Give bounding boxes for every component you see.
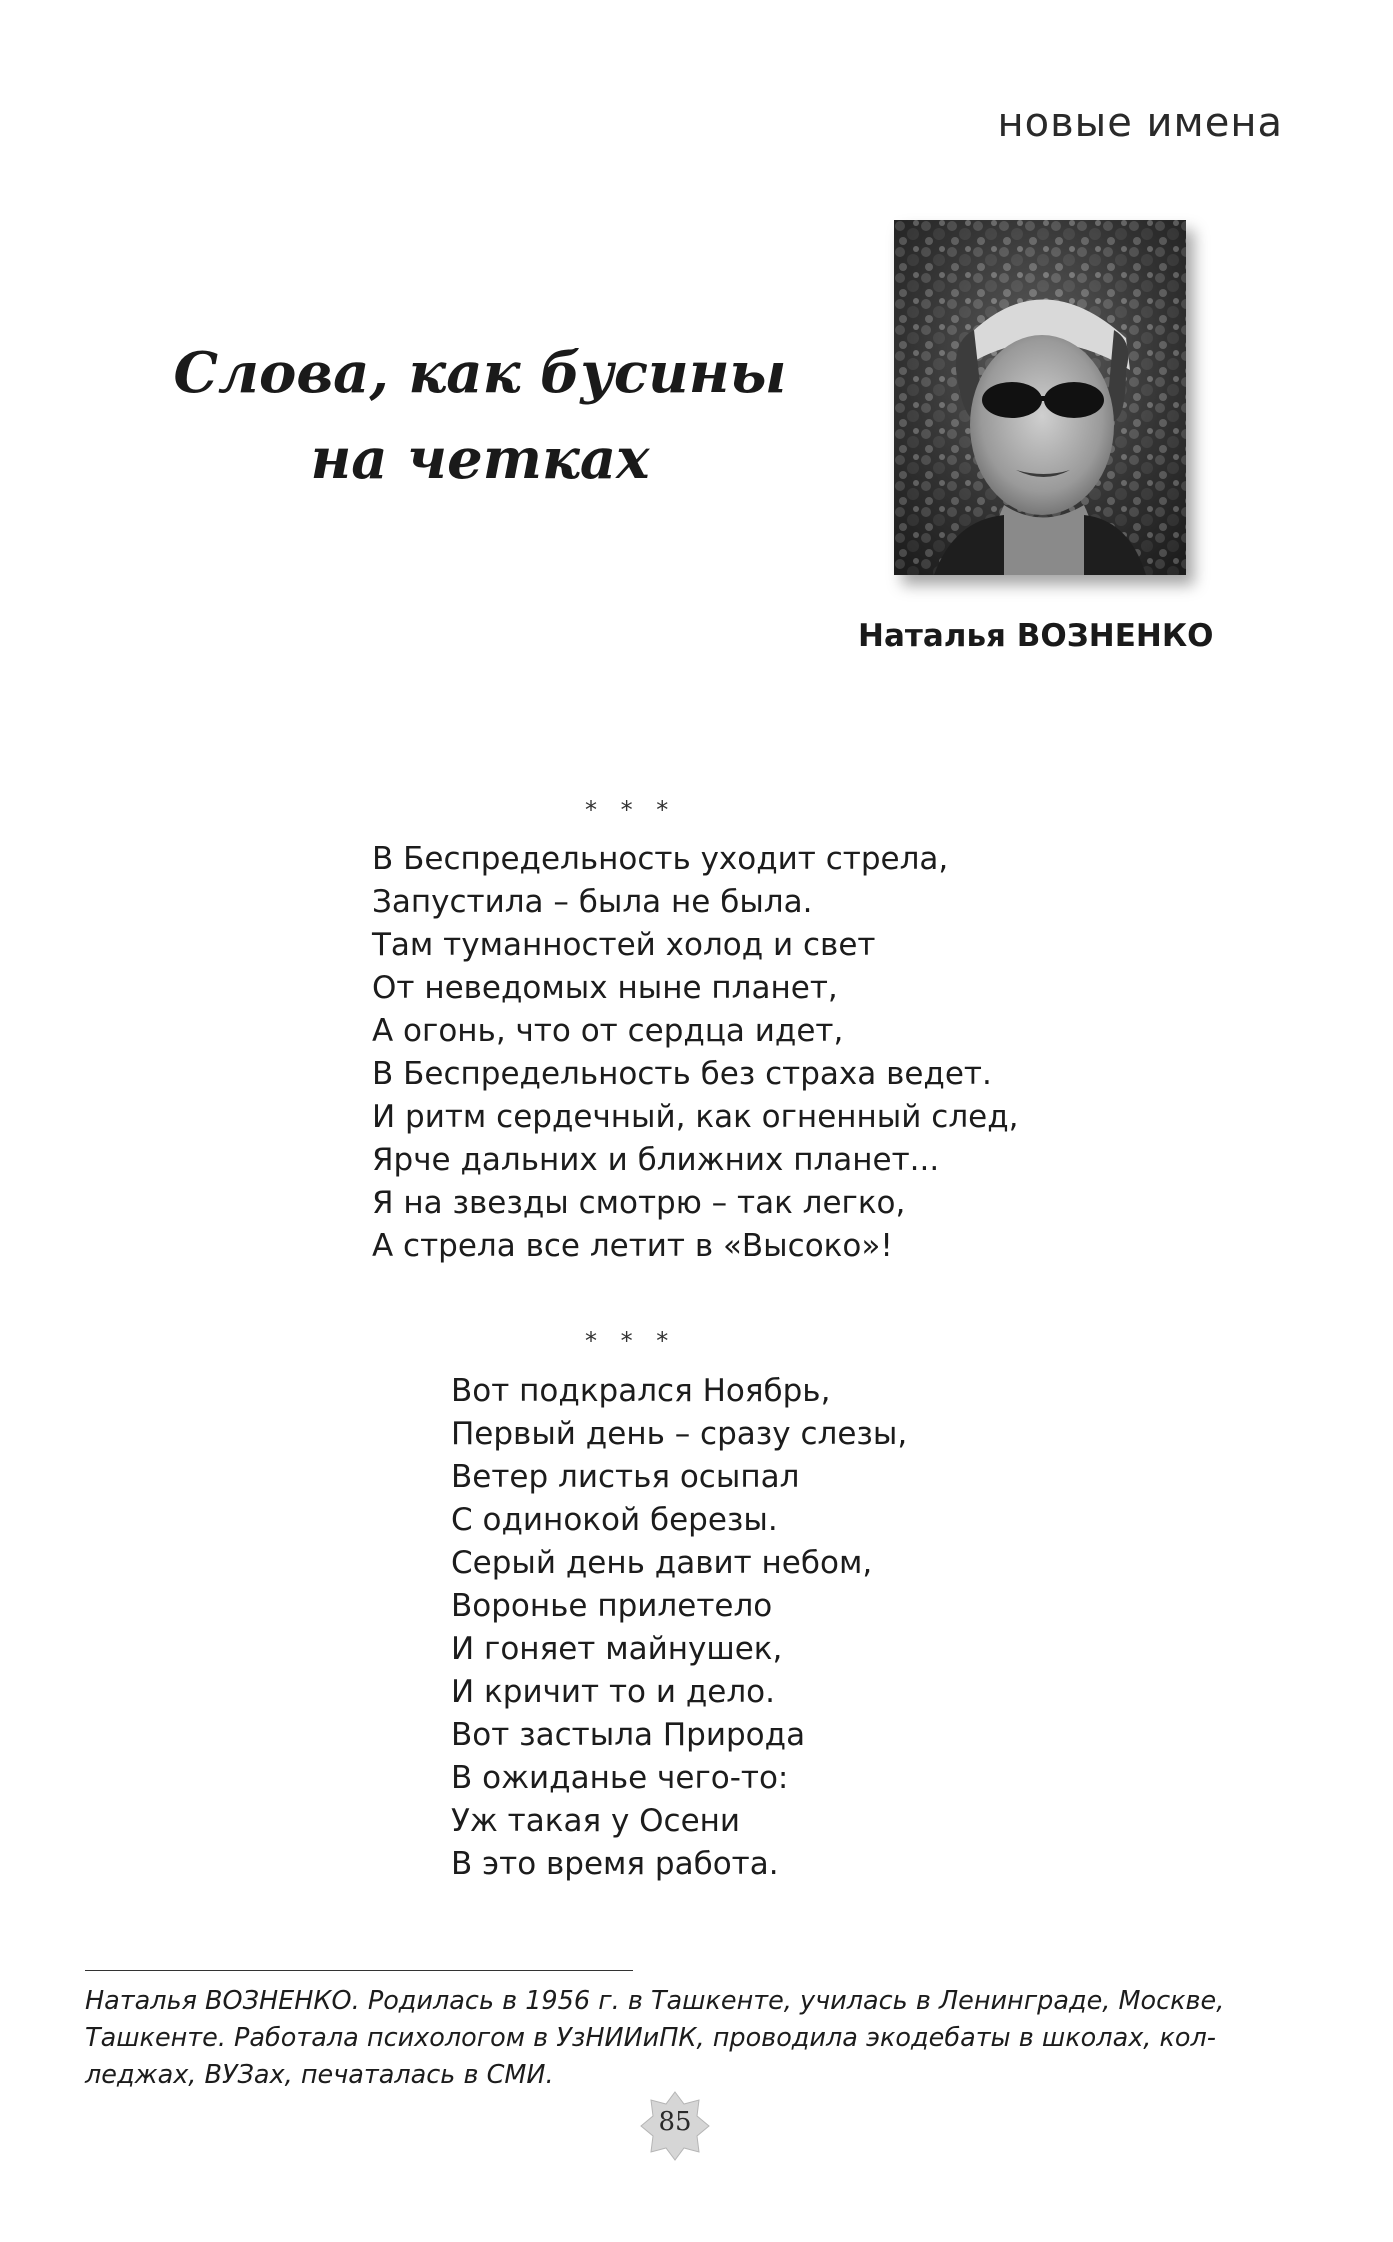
poem-line: Я на звезды смотрю – так легко, [372, 1185, 906, 1221]
poem-line: В Беспредельность уходит стрела, [372, 841, 949, 877]
poem-line: Вот застыла Природа [451, 1717, 806, 1753]
author-bio-footnote [85, 1983, 1285, 2094]
bio-line: леджах, ВУЗах, печаталась в СМИ. [85, 2060, 554, 2090]
section-header: новые имена [997, 100, 1283, 146]
poem-separator-1: * * * [585, 796, 677, 824]
poem-line: Запустила – была не была. [372, 884, 813, 920]
footnote-divider [85, 1970, 633, 1971]
poem-line: Ветер листья осыпал [451, 1459, 800, 1495]
poem-separator-2: * * * [585, 1327, 677, 1355]
article-title-line-1: Слова, как бусины [173, 340, 787, 406]
poem-line: А стрела все летит в «Высоко»! [372, 1228, 893, 1264]
article-title-line-2: на четках [310, 426, 650, 492]
article-title [150, 330, 810, 502]
poem-line: И ритм сердечный, как огненный след, [372, 1099, 1019, 1135]
poem-line: Там туманностей холод и свет [372, 927, 876, 963]
poem-line: И кричит то и дело. [451, 1674, 775, 1710]
poem-2 [451, 1370, 907, 1886]
poem-line: В ожиданье чего-то: [451, 1760, 789, 1796]
poem-line: Ярче дальних и ближних планет... [372, 1142, 940, 1178]
poem-line: И гоняет майнушек, [451, 1631, 783, 1667]
poem-line: Первый день – сразу слезы, [451, 1416, 908, 1452]
poem-line: В Беспредельность без страха ведет. [372, 1056, 992, 1092]
author-photo [894, 220, 1186, 575]
poem-1 [372, 838, 1019, 1268]
bio-line: Наталья ВОЗНЕНКО. Родилась в 1956 г. в Ташкенте, училась в Ленинграде, Москве, [85, 1986, 1225, 2016]
poem-line: Воронье прилетело [451, 1588, 773, 1624]
poem-line: От неведомых ныне планет, [372, 970, 838, 1006]
poem-line: Уж такая у Осени [451, 1803, 741, 1839]
author-portrait-image [894, 220, 1186, 575]
page-number: 85 [658, 2107, 692, 2137]
poem-line: В это время работа. [451, 1846, 779, 1882]
author-name: Наталья ВОЗНЕНКО [858, 618, 1214, 654]
poem-line: С одинокой березы. [451, 1502, 778, 1538]
bio-line: Ташкенте. Работала психологом в УзНИИиПК, проводила экодебаты в школах, кол- [85, 2023, 1217, 2053]
poem-line: А огонь, что от сердца идет, [372, 1013, 844, 1049]
poem-line: Вот подкрался Ноябрь, [451, 1373, 831, 1409]
poem-line: Серый день давит небом, [451, 1545, 873, 1581]
